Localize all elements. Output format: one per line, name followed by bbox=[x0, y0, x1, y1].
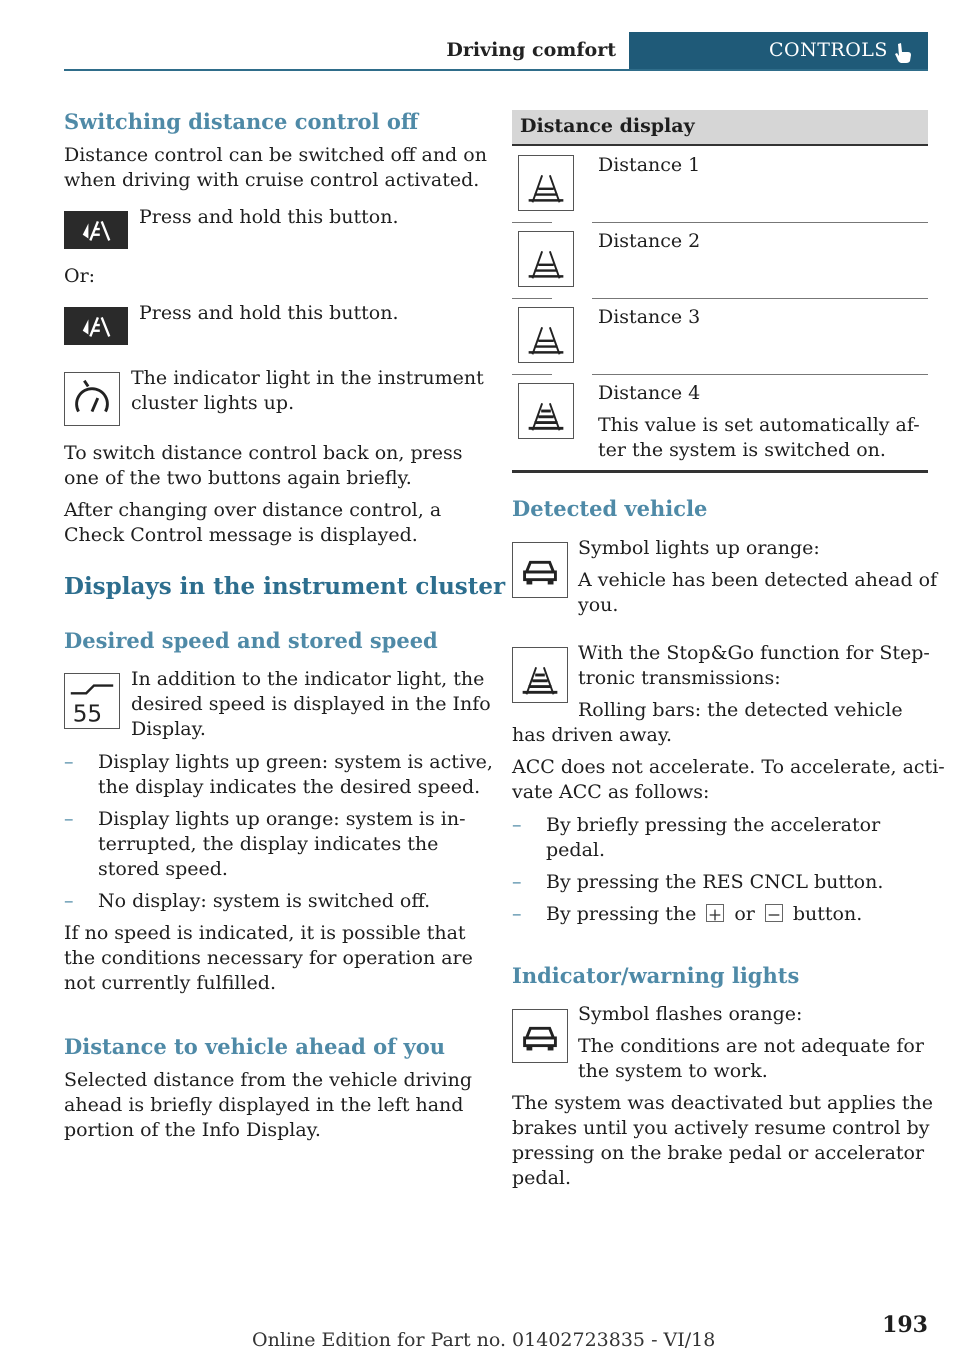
rolling-text-1: Rolling bars: the detected vehicle bbox=[578, 699, 903, 721]
distance-button-icon bbox=[64, 211, 128, 249]
deactivated-text-2: brakes until you actively resume control by bbox=[512, 1117, 930, 1139]
press-hold-text-2: Press and hold this button. bbox=[139, 302, 399, 324]
distance-3-label: Distance 3 bbox=[598, 306, 701, 328]
distance-button-steering-icon bbox=[64, 307, 128, 345]
minus-button-icon bbox=[765, 904, 783, 922]
distance-table-end-rule bbox=[512, 470, 928, 473]
list-item: pedal. bbox=[546, 839, 606, 861]
desired-text-2: desired speed is displayed in the Info bbox=[131, 693, 491, 715]
bullet-marker: – bbox=[512, 871, 522, 893]
page-header bbox=[64, 32, 928, 70]
no-speed-text-2: the conditions necessary for operation are bbox=[64, 947, 473, 969]
row-divider bbox=[592, 374, 928, 375]
indicator-text-1: The indicator light in the instrument bbox=[131, 367, 484, 389]
row-divider bbox=[592, 298, 928, 299]
para-switch-off-2: when driving with cruise control activated. bbox=[64, 169, 480, 191]
list-item: the display indicates the desired speed. bbox=[98, 776, 481, 798]
distance-2-label: Distance 2 bbox=[598, 230, 701, 252]
header-chapter-label: CONTROLS bbox=[769, 39, 888, 61]
heading-displays: Displays in the instrument cluster bbox=[64, 573, 506, 600]
row-divider bbox=[512, 222, 552, 223]
distance-table-title: Distance display bbox=[520, 115, 695, 137]
desired-text-1: In addition to the indicator light, the bbox=[131, 668, 485, 690]
header-chapter-tab bbox=[629, 32, 928, 71]
row-divider bbox=[592, 222, 928, 223]
rolling-text-2: has driven away. bbox=[512, 724, 673, 746]
distance-3-icon bbox=[518, 307, 574, 363]
distance-1-label: Distance 1 bbox=[598, 154, 701, 176]
list-item: terrupted, the display indicates the bbox=[98, 833, 439, 855]
distance-4-note-1: This value is set automatically af- bbox=[598, 414, 920, 436]
flash-text-3: the system to work. bbox=[578, 1060, 768, 1082]
desired-text-3: Display. bbox=[131, 718, 206, 740]
heading-detected-vehicle: Detected vehicle bbox=[512, 496, 708, 521]
bullet-marker: – bbox=[512, 814, 522, 836]
online-edition-text: Online Edition for Part no. 01402723835 - VI/18 bbox=[252, 1329, 716, 1351]
flash-text-1: Symbol flashes orange: bbox=[578, 1003, 803, 1025]
header-rule bbox=[64, 69, 928, 71]
bullet3-end: button. bbox=[792, 903, 863, 925]
bullet3-or: or bbox=[734, 903, 755, 925]
bullet-marker: – bbox=[64, 890, 74, 912]
list-item: By briefly pressing the accelerator bbox=[546, 814, 881, 836]
acc-text-1: ACC does not accelerate. To accelerate, acti- bbox=[512, 756, 945, 778]
speedometer-off-icon bbox=[64, 372, 120, 426]
distance-2-icon bbox=[518, 231, 574, 287]
distance-4-note-2: ter the system is switched on. bbox=[598, 439, 886, 461]
flash-text-2: The conditions are not adequate for bbox=[578, 1035, 924, 1057]
row-divider bbox=[512, 374, 552, 375]
steering-hand-icon bbox=[892, 40, 914, 64]
stopgo-text-1: With the Stop&Go function for Step- bbox=[578, 642, 930, 664]
after-change-text-1: After changing over distance control, a bbox=[64, 499, 442, 521]
heading-indicator-lights: Indicator/warning lights bbox=[512, 963, 800, 988]
page-number: 193 bbox=[882, 1312, 928, 1338]
speed-value: 55 bbox=[72, 701, 103, 728]
detected-text-1: Symbol lights up orange: bbox=[578, 537, 820, 559]
rolling-bars-icon bbox=[512, 647, 568, 703]
acc-text-2: vate ACC as follows: bbox=[512, 781, 710, 803]
list-item: No display: system is switched off. bbox=[98, 890, 431, 912]
list-item: Display lights up orange: system is in- bbox=[98, 808, 466, 830]
list-item bbox=[546, 902, 862, 927]
heading-distance-ahead: Distance to vehicle ahead of you bbox=[64, 1034, 445, 1059]
no-speed-text-1: If no speed is indicated, it is possible that bbox=[64, 922, 466, 944]
heading-switching-off: Switching distance control off bbox=[64, 109, 419, 134]
bullet3-start: By pressing the bbox=[546, 903, 697, 925]
press-hold-text-1: Press and hold this button. bbox=[139, 206, 399, 228]
heading-desired-speed: Desired speed and stored speed bbox=[64, 628, 438, 653]
stopgo-text-2: tronic transmissions: bbox=[578, 667, 781, 689]
detected-text-2: A vehicle has been detected ahead of bbox=[578, 569, 938, 591]
plus-button-icon bbox=[706, 904, 724, 922]
distance-4-label: Distance 4 bbox=[598, 382, 701, 404]
header-section-title: Driving comfort bbox=[446, 39, 616, 61]
detected-text-3: you. bbox=[578, 594, 619, 616]
indicator-text-2: cluster lights up. bbox=[131, 392, 295, 414]
deactivated-text-4: pedal. bbox=[512, 1167, 572, 1189]
distance-text-2: ahead is briefly displayed in the left hand bbox=[64, 1094, 464, 1116]
deactivated-text-3: pressing on the brake pedal or accelerator bbox=[512, 1142, 925, 1164]
vehicle-warning-icon bbox=[512, 1009, 568, 1063]
row-divider bbox=[512, 298, 552, 299]
desired-speed-icon bbox=[64, 673, 120, 729]
bullet-marker: – bbox=[64, 751, 74, 773]
no-speed-text-3: not currently fulfilled. bbox=[64, 972, 276, 994]
distance-text-1: Selected distance from the vehicle driving bbox=[64, 1069, 473, 1091]
after-change-text-2: Check Control message is displayed. bbox=[64, 524, 418, 546]
distance-1-icon bbox=[518, 155, 574, 211]
or-text: Or: bbox=[64, 265, 96, 287]
vehicle-detected-icon bbox=[512, 542, 568, 598]
list-item: Display lights up green: system is active, bbox=[98, 751, 493, 773]
switch-on-text-2: one of the two buttons again briefly. bbox=[64, 467, 412, 489]
bullet-marker: – bbox=[64, 808, 74, 830]
para-switch-off-1: Distance control can be switched off and on bbox=[64, 144, 487, 166]
distance-table-header bbox=[512, 110, 928, 146]
list-item: By pressing the RES CNCL button. bbox=[546, 871, 884, 893]
bullet-marker: – bbox=[512, 903, 522, 925]
distance-4-icon bbox=[518, 383, 574, 439]
switch-on-text-1: To switch distance control back on, press bbox=[64, 442, 463, 464]
deactivated-text-1: The system was deactivated but applies the bbox=[512, 1092, 934, 1114]
list-item: stored speed. bbox=[98, 858, 228, 880]
distance-text-3: portion of the Info Display. bbox=[64, 1119, 321, 1141]
